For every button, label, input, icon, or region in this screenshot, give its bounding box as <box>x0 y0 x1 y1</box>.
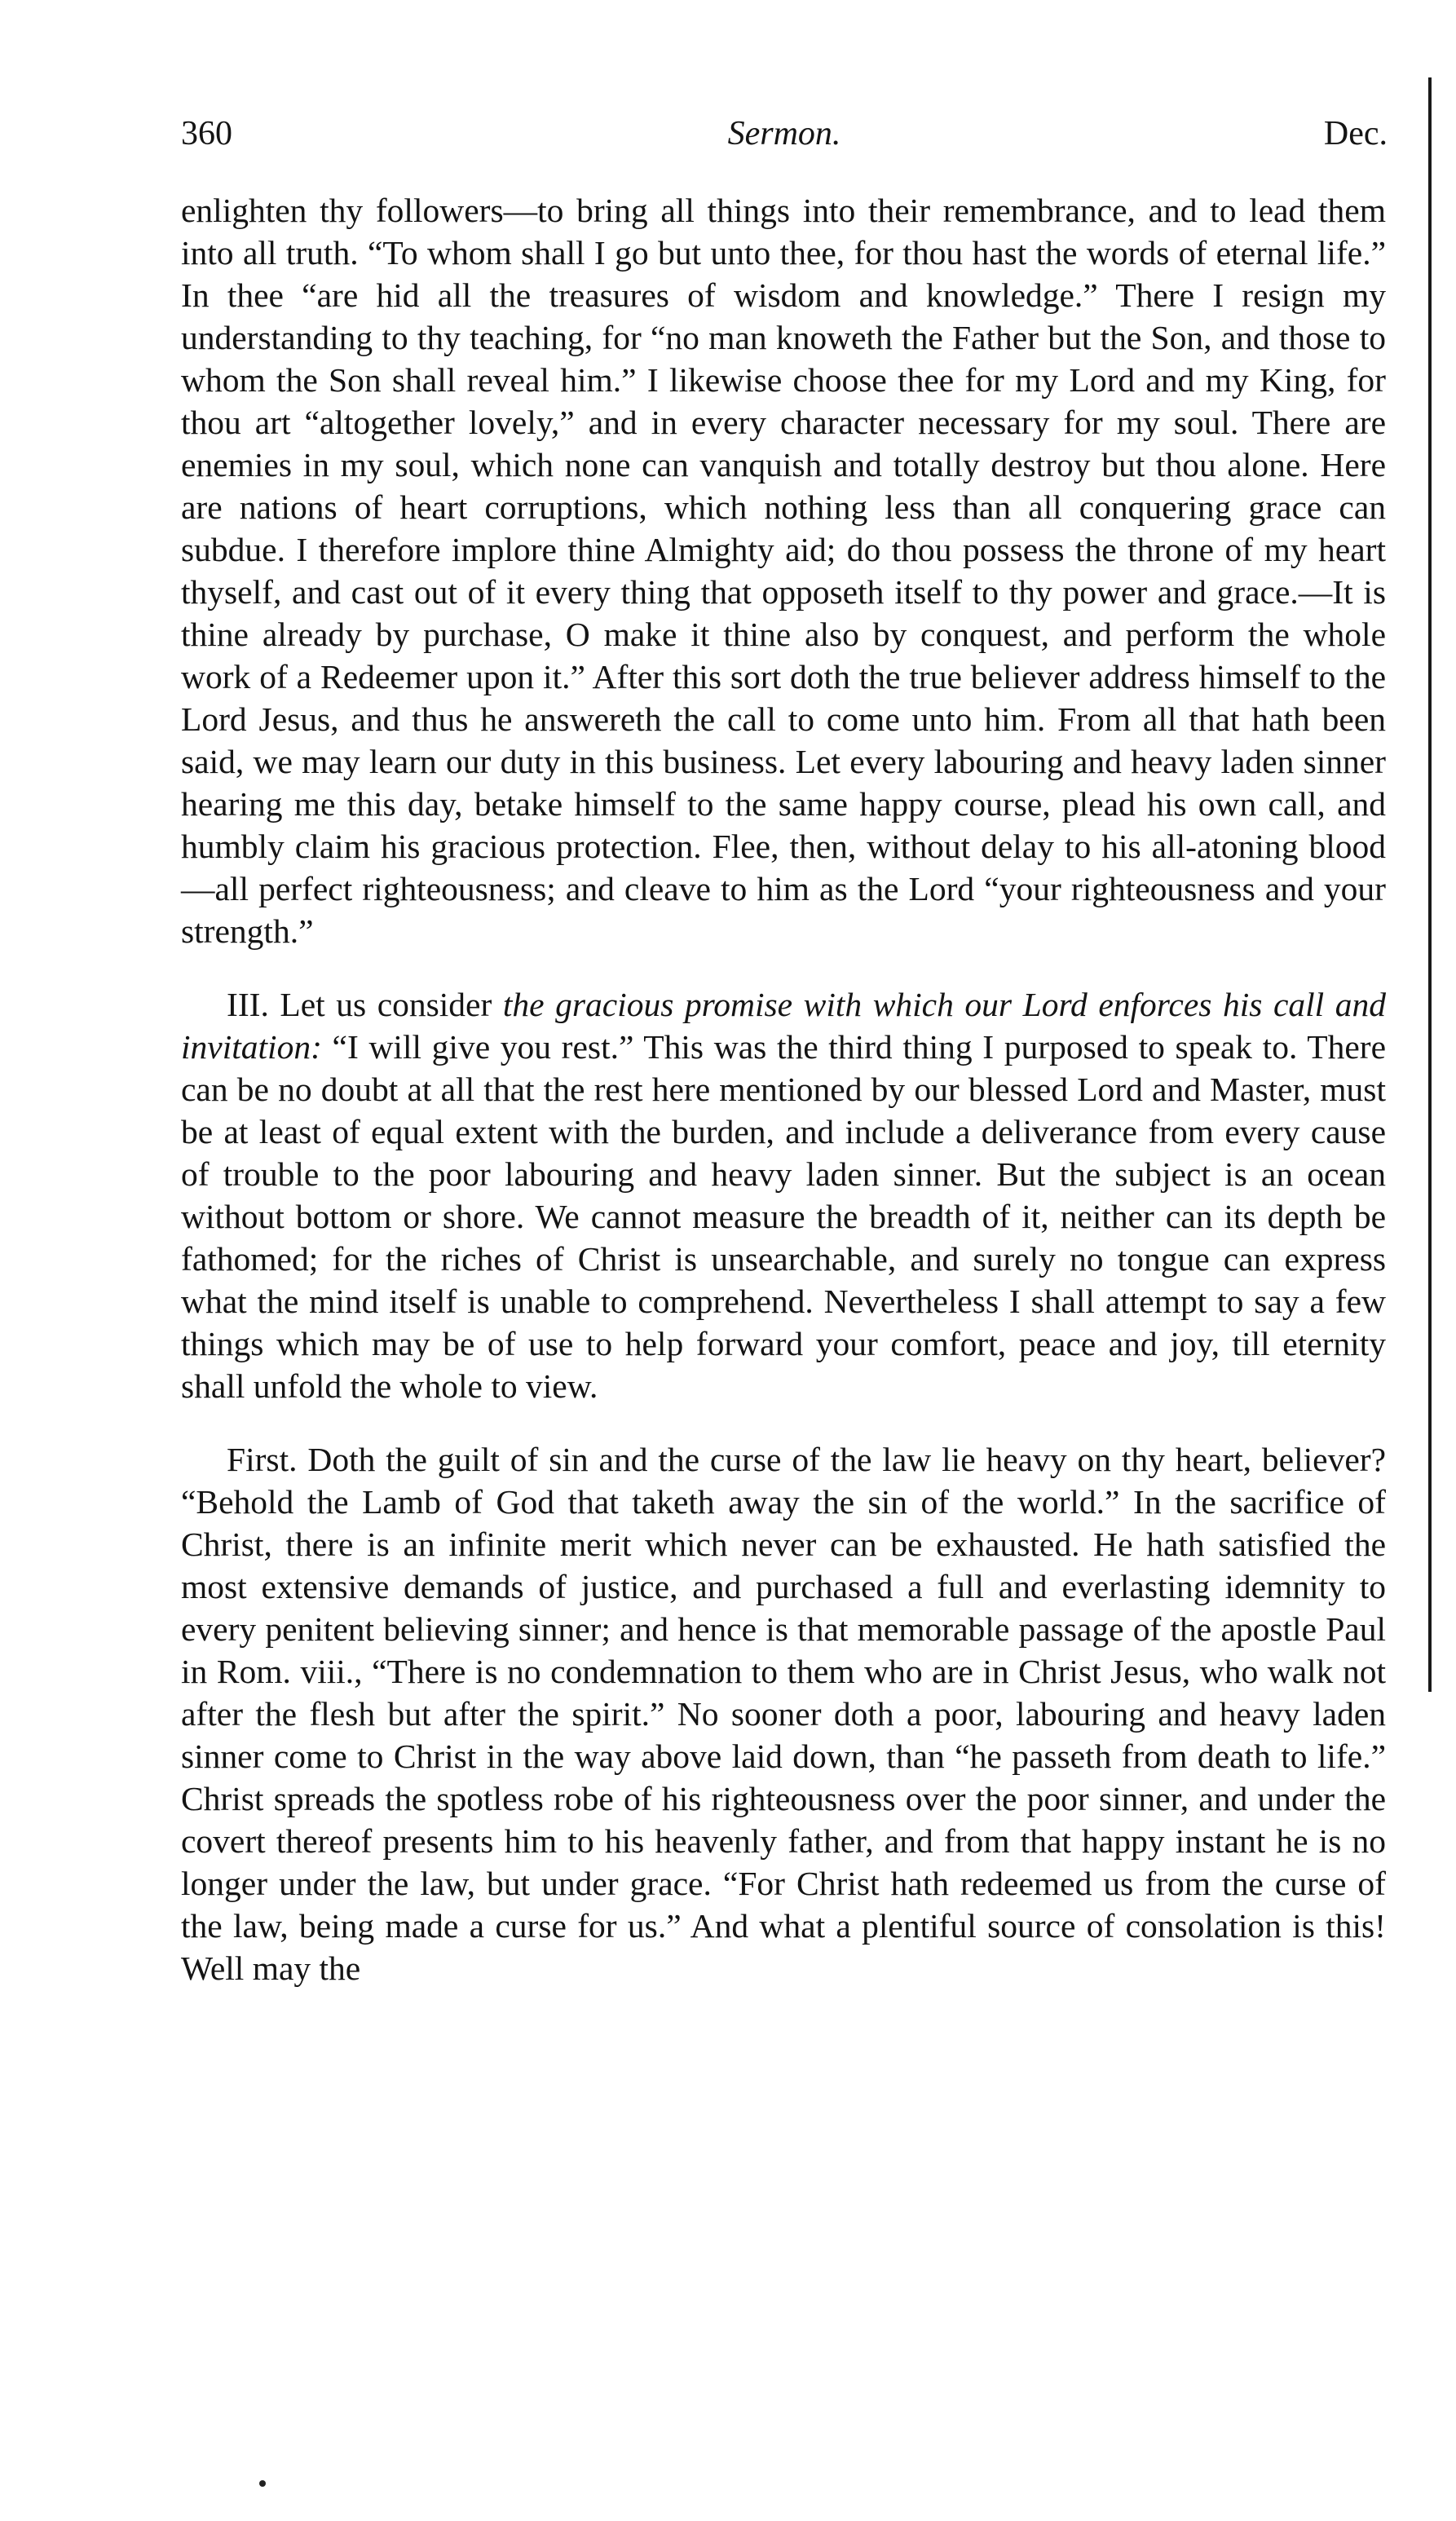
section-body: “I will give you rest.” This was the third thing I purposed to speak to. There can be no doubt at all that the rest here mentioned by our blessed Lord and Master, must be at least of equal extent with the burden, and include a deliverance from every cause of trouble to the poor labouring and heavy laden sinner. But the subject is an ocean without bottom or shore. We cannot measure the breadth of it, neither can its depth be fathomed; for the riches of Christ is unsearchable, and surely no tongue can express what the mind itself is unable to comprehend. Nevertheless I shall attempt to say a few things which may be of use to help forward your comfort, peace and joy, till eternity shall unfold the whole to view. <box>181 1028 1386 1405</box>
print-speck <box>259 2480 266 2487</box>
page-number: 360 <box>181 115 232 152</box>
paragraph-section-three <box>181 983 1386 1407</box>
header-month: Dec. <box>1323 115 1388 152</box>
paragraph-continuation: enlighten thy followers—to bring all things into their remembrance, and to lead them into all truth. “To whom shall I go but unto thee, for thou hast the words of eternal life.” In thee “are hid all the treasures of wisdom and knowledge.” There I resign my understanding to thy teaching, for “no man knoweth the Father but the Son, and those to whom the Son shall reveal him.” I likewise choose thee for my Lord and my King, for thou art “altogether lovely,” and in every character necessary for my soul. There are enemies in my soul, which none can vanquish and totally destroy but thou alone. Here are nations of heart corruptions, which nothing less than all conquering grace can subdue. I therefore implore thine Almighty aid; do thou possess the throne of my heart thyself, and cast out of it every thing that opposeth itself to thy power and grace.—It is thine already by purchase, O make it thine also by conquest, and perform the whole work of a Redeemer upon it.” After this sort doth the true believer address himself to the Lord Jesus, and thus he answereth the call to come unto him. From all that hath been said, we may learn our duty in this business. Let every labouring and heavy laden sinner hearing me this day, betake himself to the same happy course, plead his own call, and humbly claim his gracious protection. Flee, then, without delay to his all-atoning blood—all perfect righteousness; and cleave to him as the Lord “your righteousness and your strength.” <box>181 192 1386 950</box>
page-edge-rule <box>1428 77 1432 1692</box>
running-title: Sermon. <box>727 115 841 152</box>
running-header <box>181 114 1388 171</box>
sermon-text <box>181 189 1386 1989</box>
section-lead: III. Let us consider <box>227 986 503 1023</box>
paragraph-first-point: First. Doth the guilt of sin and the curse of the law lie heavy on thy heart, believer? “Behold the Lamb of God that taketh away the sin of the world.” In the sacrifice of Christ, there is an infinite merit which never can be exhausted. He hath satisfied the most extensive demands of justice, and purchased a full and everlasting idemnity to every penitent believing sinner; and hence is that memorable passage of the apostle Paul in Rom. viii., “There is no condemnation to them who are in Christ Jesus, who walk not after the flesh but after the spirit.” No sooner doth a poor, labouring and heavy laden sinner come to Christ in the way above laid down, than “he passeth from death to life.” Christ spreads the spotless robe of his righteousness over the poor sinner, and under the covert thereof presents him to his heavenly father, and from that happy instant he is no longer under the law, but under grace. “For Christ hath redeemed us from the curse of the law, being made a curse for us.” And what a plentiful source of consolation is this! Well may the <box>181 1441 1386 1987</box>
section-heading-emphasis: the gracious promise with which our Lord enforces his call and invitation: <box>181 986 1386 1066</box>
